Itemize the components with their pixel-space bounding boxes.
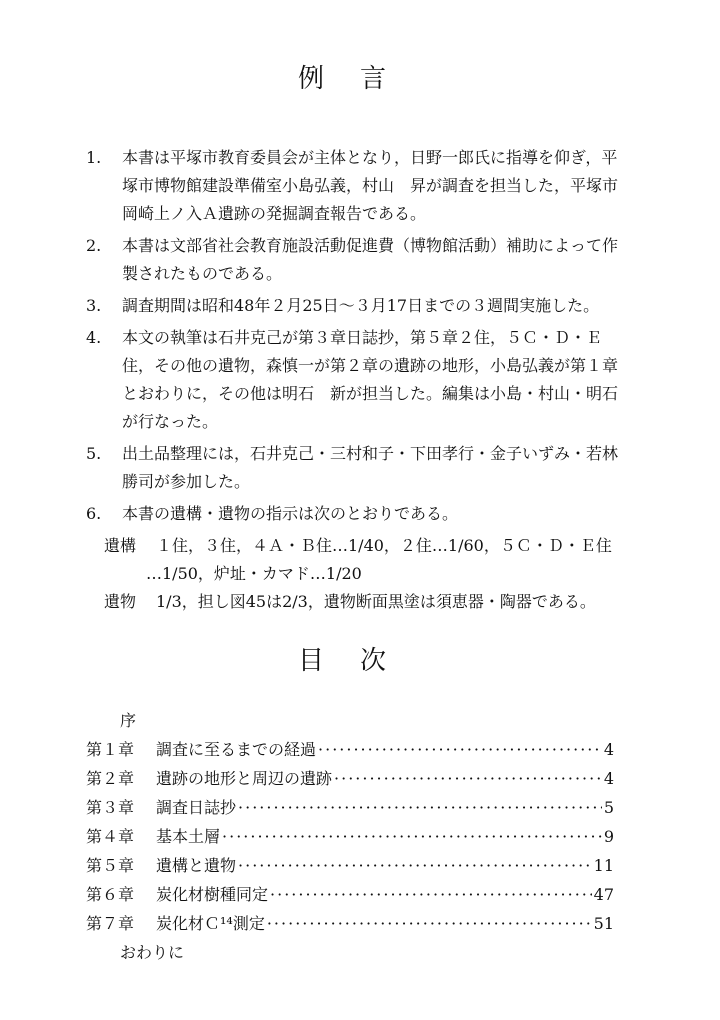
toc-page: 11	[593, 856, 614, 875]
list-item	[86, 232, 626, 288]
artifacts-scale-text: 1/3，担し図45は2/3，遺物断面黒塗は須恵器・陶器である。	[156, 592, 596, 611]
toc-row	[86, 880, 614, 909]
toc-chapter: 第７章	[86, 914, 135, 933]
item-text: 出土品整理には，石井克己・三村和子・下田孝行・金子いずみ・若林勝司が参加した。	[122, 444, 619, 491]
toc-page: 47	[593, 885, 614, 904]
toc-entry-title: 遺構と遺物	[156, 856, 237, 875]
item-text: 本書の遺構・遺物の指示は次のとおりである。	[122, 504, 459, 523]
toc-entry-title: 炭化材Ｃ¹⁴測定	[156, 914, 265, 933]
toc-leader-dots	[267, 909, 592, 938]
toc-page: 9	[603, 827, 614, 846]
item-text: 本書は平塚市教育委員会が主体となり，日野一郎氏に指導を仰ぎ，平塚市博物館建設準備室小島弘義，村山 昇が調査を担当した，平塚市岡崎上ノ入Ａ遺跡の発掘調査報告である。	[122, 148, 619, 223]
item-number: 1.	[86, 148, 102, 167]
toc-entry-title: 基本土層	[156, 827, 221, 846]
features-scale-line	[86, 532, 626, 560]
toc-chapter: 第１章	[86, 740, 135, 759]
item-number: 3.	[86, 296, 102, 315]
toc-leader-dots	[238, 793, 602, 822]
item-number: 6.	[86, 504, 102, 523]
toc-entry-title: 調査日誌抄	[156, 798, 237, 817]
toc-row	[86, 793, 614, 822]
toc-entry-title: 調査に至るまでの経過	[156, 740, 317, 759]
preface-list	[86, 144, 626, 616]
toc-row	[86, 764, 614, 793]
toc-chapter: 第５章	[86, 856, 135, 875]
artifacts-scale-line	[86, 588, 626, 616]
toc-row	[86, 909, 614, 938]
toc-leader-dots	[318, 735, 602, 764]
item-text: 調査期間は昭和48年２月25日～３月17日までの３週間実施した。	[122, 296, 600, 315]
toc-entry-title: 炭化材樹種同定	[156, 885, 269, 904]
list-item	[86, 292, 626, 320]
toc-row	[86, 851, 614, 880]
list-item	[86, 324, 626, 436]
list-item	[86, 144, 626, 228]
toc-chapter: 第４章	[86, 827, 135, 846]
item-number: 5.	[86, 444, 102, 463]
toc-leader-dots	[270, 880, 592, 909]
toc-page: 4	[603, 740, 614, 759]
toc-row	[86, 735, 614, 764]
item-text: 本書は文部省社会教育施設活動促進費（博物館活動）補助によって作製されたものである。	[122, 236, 619, 283]
toc-leader-dots	[222, 822, 602, 851]
artifacts-label: 遺物	[104, 592, 137, 611]
toc-chapter: 第３章	[86, 798, 135, 817]
list-item	[86, 500, 626, 528]
toc-entry-title: 遺跡の地形と周辺の遺跡	[156, 769, 333, 788]
toc-leader-dots	[334, 764, 602, 793]
toc-title: 目次	[297, 646, 422, 676]
features-scale-continuation	[86, 560, 626, 588]
toc-row	[86, 822, 614, 851]
toc-leader-dots	[238, 851, 592, 880]
features-scale-text: １住，３住，４Ａ・Ｂ住…1/40，２住…1/60，５Ｃ・Ｄ・Ｅ住	[156, 536, 612, 555]
toc-chapter: 第６章	[86, 885, 135, 904]
features-scale-text-2: …1/50，炉址・カマド…1/20	[146, 564, 362, 583]
item-number: 2.	[86, 236, 102, 255]
features-label: 遺構	[104, 536, 137, 555]
table-of-contents	[86, 706, 614, 967]
preface-title: 例言	[297, 64, 422, 94]
list-item	[86, 440, 626, 496]
item-text: 本文の執筆は石井克己が第３章日誌抄，第５章２住，５Ｃ・Ｄ・Ｅ住，その他の遺物，森慎一が第２章の遺跡の地形，小島弘義が第１章とおわりに，その他は明石 新が担当した。編集は小島・村山・明石が行なった。	[122, 328, 619, 431]
toc-outro: おわりに	[120, 943, 185, 962]
toc-page: 5	[603, 798, 614, 817]
item-number: 4.	[86, 328, 102, 347]
toc-page: 51	[593, 914, 614, 933]
toc-intro: 序	[120, 711, 137, 730]
toc-page: 4	[603, 769, 614, 788]
toc-chapter: 第２章	[86, 769, 135, 788]
